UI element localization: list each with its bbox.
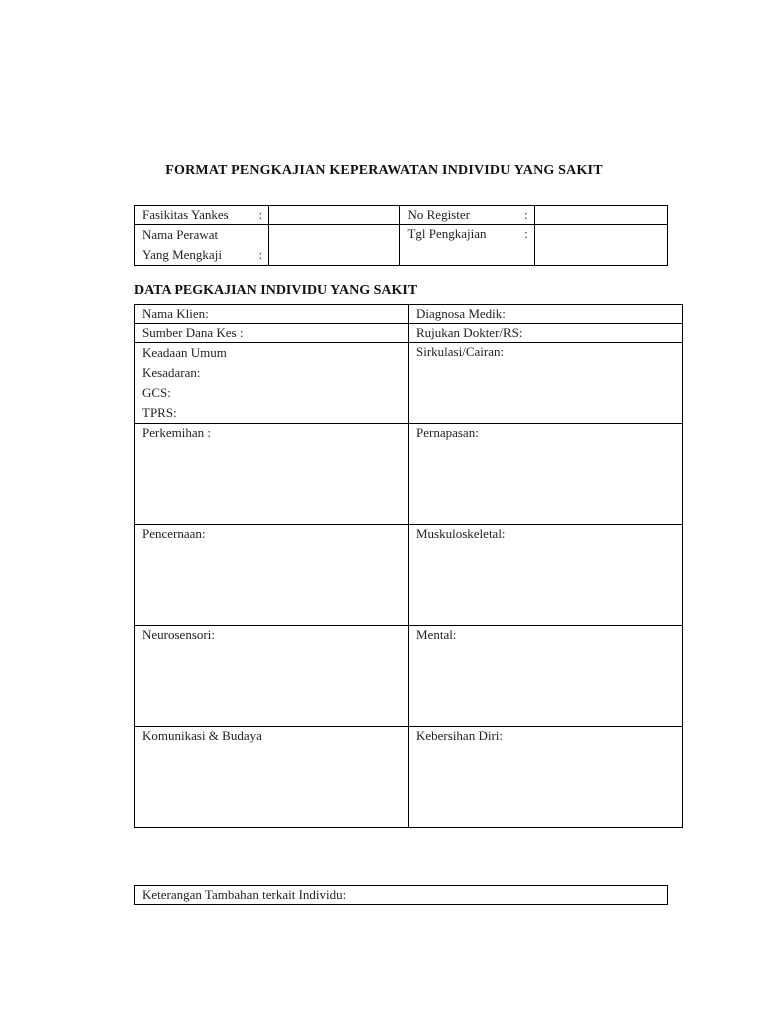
perawat-label-line1: Nama Perawat xyxy=(142,227,219,242)
section-title: DATA PEGKAJIAN INDIVIDU YANG SAKIT xyxy=(134,283,418,298)
kesadaran-label: Kesadaran: xyxy=(142,365,201,380)
register-value-field[interactable] xyxy=(534,206,667,225)
komunikasi-field[interactable]: Komunikasi & Budaya xyxy=(135,727,409,828)
register-label-cell xyxy=(400,206,534,225)
tgl-value-field[interactable] xyxy=(534,225,667,266)
fasilitas-label-cell xyxy=(135,206,269,225)
register-label: No Register xyxy=(407,207,470,222)
tprs-label: TPRS: xyxy=(142,405,177,420)
perawat-label-cell xyxy=(135,225,269,266)
tgl-colon: : xyxy=(524,226,528,241)
neurosensori-field[interactable]: Neurosensori: xyxy=(135,626,409,727)
keadaan-umum-field[interactable] xyxy=(135,343,409,424)
keterangan-field[interactable]: Keterangan Tambahan terkait Individu: xyxy=(135,886,668,905)
sirkulasi-field[interactable]: Sirkulasi/Cairan: xyxy=(409,343,683,424)
register-colon: : xyxy=(524,207,528,222)
fasilitas-value-field[interactable] xyxy=(269,206,400,225)
tgl-label-cell xyxy=(400,225,534,266)
fasilitas-colon: : xyxy=(258,207,263,222)
perawat-value-field[interactable] xyxy=(269,225,400,266)
header-table xyxy=(134,205,668,266)
rujukan-field[interactable]: Rujukan Dokter/RS: xyxy=(409,324,683,343)
nama-klien-field[interactable]: Nama Klien: xyxy=(135,305,409,324)
perawat-label-line2: Yang Mengkaji xyxy=(142,247,222,262)
keterangan-table xyxy=(134,885,668,905)
diagnosa-medik-field[interactable]: Diagnosa Medik: xyxy=(409,305,683,324)
sumber-dana-field[interactable]: Sumber Dana Kes : xyxy=(135,324,409,343)
fasilitas-label: Fasikitas Yankes xyxy=(142,207,229,222)
muskuloskeletal-field[interactable]: Muskuloskeletal: xyxy=(409,525,683,626)
pernapasan-field[interactable]: Pernapasan: xyxy=(409,424,683,525)
assessment-table xyxy=(134,304,683,828)
kebersihan-field[interactable]: Kebersihan Diri: xyxy=(409,727,683,828)
perawat-colon: : xyxy=(258,247,263,262)
gcs-label: GCS: xyxy=(142,385,171,400)
pencernaan-field[interactable]: Pencernaan: xyxy=(135,525,409,626)
keadaan-umum-label: Keadaan Umum xyxy=(142,345,227,360)
perkemihan-field[interactable]: Perkemihan : xyxy=(135,424,409,525)
form-title: FORMAT PENGKAJIAN KEPERAWATAN INDIVIDU YANG SAKIT xyxy=(165,163,603,178)
tgl-label: Tgl Pengkajian xyxy=(407,226,487,241)
mental-field[interactable]: Mental: xyxy=(409,626,683,727)
